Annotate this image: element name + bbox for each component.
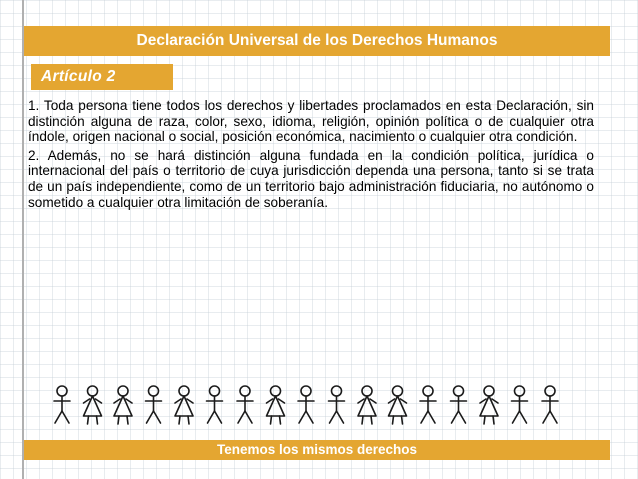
woman-figure-icon (480, 386, 498, 424)
article-label: Artículo 2 (31, 64, 173, 90)
man-figure-icon (542, 386, 558, 423)
footer-caption: Tenemos los mismos derechos (24, 440, 610, 460)
woman-figure-icon (84, 386, 102, 424)
man-figure-icon (54, 386, 70, 423)
paragraph-1: 1. Toda persona tiene todos los derechos y libertades proclamados en esta Declaración, sin distinción alguna de raza, color, sexo, idioma, religión, opinión política o de cualquier otra índole, origen nacional o social, posición económica, nacimiento o cualquier otra condición. (28, 98, 594, 145)
man-figure-icon (512, 386, 528, 423)
man-figure-icon (207, 386, 223, 423)
woman-figure-icon (267, 386, 285, 424)
woman-figure-icon (358, 386, 376, 424)
man-figure-icon (237, 386, 253, 423)
woman-figure-icon (114, 386, 132, 424)
left-margin-rule (22, 0, 24, 479)
man-figure-icon (146, 386, 162, 423)
slide-title: Declaración Universal de los Derechos Humanos (24, 26, 610, 56)
man-figure-icon (329, 386, 345, 423)
paragraph-2: 2. Además, no se hará distinción alguna fundada en la condición política, jurídica o internacional del país o territorio de cuya jurisdicción dependa una persona, tanto si se trata de un país independiente, como de un territorio bajo administración fiduciaria, no autónomo o sometido a cualquier otra limitación de soberanía. (28, 147, 594, 210)
man-figure-icon (420, 386, 436, 423)
man-figure-icon (298, 386, 314, 423)
man-figure-icon (451, 386, 467, 423)
stick-figures-row-icon (50, 384, 580, 434)
woman-figure-icon (389, 386, 407, 424)
woman-figure-icon (175, 386, 193, 424)
article-body (28, 98, 594, 213)
